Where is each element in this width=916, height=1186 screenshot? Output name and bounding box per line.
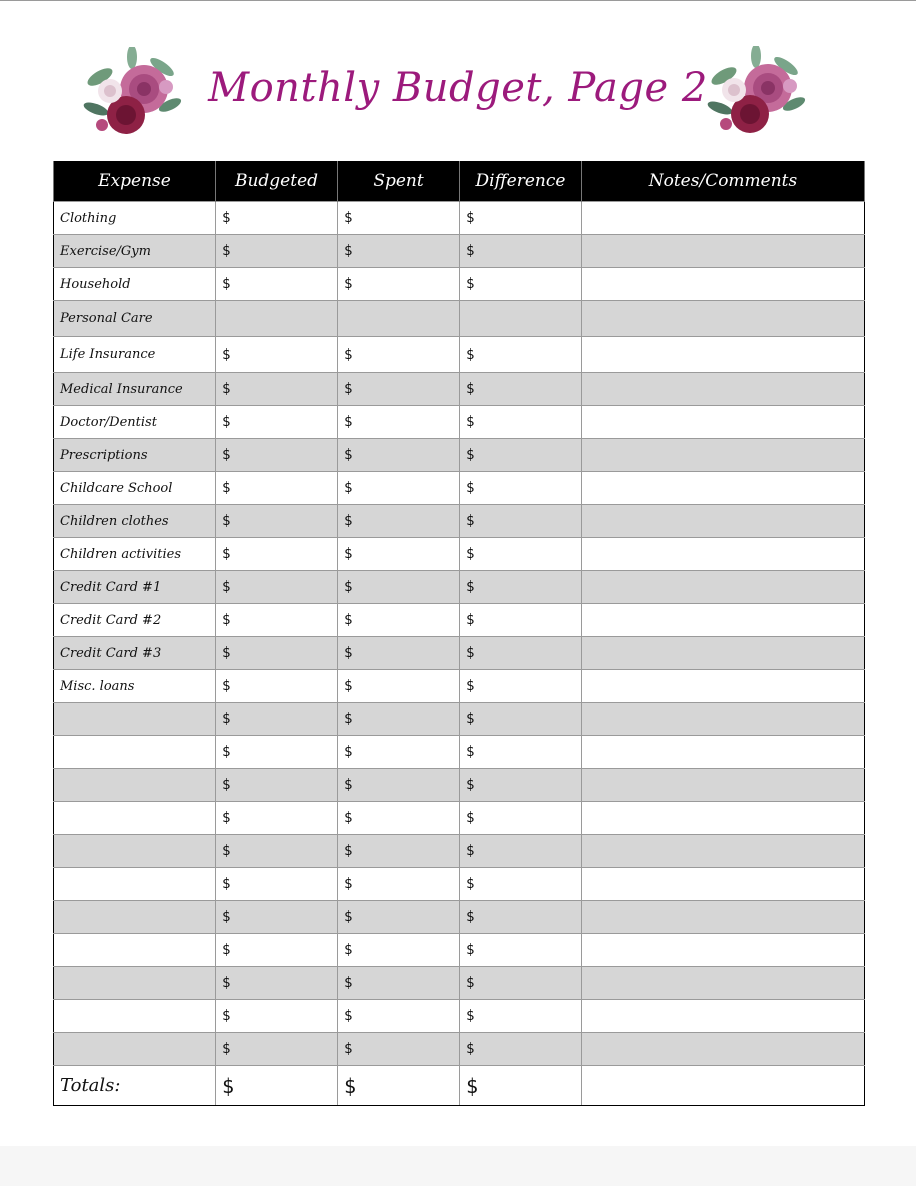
currency-symbol: $ [466,579,475,595]
difference-cell[interactable] [460,571,582,604]
expense-label: Credit Card #3 [54,637,216,670]
currency-symbol: $ [466,711,475,727]
budgeted-cell[interactable] [216,868,338,901]
spent-cell[interactable] [338,1000,460,1033]
difference-cell[interactable] [460,1033,582,1066]
expense-label: Doctor/Dentist [54,406,216,439]
difference-cell[interactable] [460,802,582,835]
difference-cell[interactable] [460,637,582,670]
spent-cell[interactable] [338,802,460,835]
notes-cell[interactable] [582,769,865,802]
expense-label [54,736,216,769]
difference-cell[interactable] [460,1000,582,1033]
currency-symbol: $ [344,843,353,859]
budgeted-cell[interactable] [216,1033,338,1066]
expense-label: Childcare School [54,472,216,505]
budget-table [53,161,865,1106]
notes-cell[interactable] [582,439,865,472]
difference-cell[interactable] [460,736,582,769]
spent-cell[interactable] [338,439,460,472]
expense-label: Misc. loans [54,670,216,703]
table-row [54,703,865,736]
spent-cell[interactable] [338,571,460,604]
expense-label [54,769,216,802]
currency-symbol: $ [344,678,353,694]
currency-symbol: $ [466,942,475,958]
currency-symbol: $ [344,909,353,925]
spent-cell[interactable] [338,268,460,301]
expense-label [54,901,216,934]
expense-label: Children clothes [54,505,216,538]
table-row [54,301,865,337]
notes-cell[interactable] [582,802,865,835]
spent-cell[interactable] [338,235,460,268]
notes-cell[interactable] [582,538,865,571]
table-row [54,967,865,1000]
currency-symbol: $ [344,612,353,628]
currency-symbol: $ [466,513,475,529]
spent-cell[interactable] [338,472,460,505]
currency-symbol: $ [222,1041,231,1057]
currency-symbol: $ [222,975,231,991]
currency-symbol: $ [344,276,353,292]
table-row [54,1033,865,1066]
notes-cell[interactable] [582,505,865,538]
table-row [54,835,865,868]
spent-cell[interactable] [338,670,460,703]
currency-symbol: $ [466,243,475,259]
column-header-expense: Expense [54,161,216,202]
currency-symbol: $ [222,1073,235,1098]
currency-symbol: $ [466,612,475,628]
table-row [54,235,865,268]
spent-cell[interactable] [338,538,460,571]
budgeted-cell[interactable] [216,235,338,268]
spent-cell[interactable] [338,934,460,967]
currency-symbol: $ [222,843,231,859]
column-header-spent: Spent [338,161,460,202]
difference-cell[interactable] [460,235,582,268]
notes-cell[interactable] [582,604,865,637]
currency-symbol: $ [344,975,353,991]
difference-cell[interactable] [460,538,582,571]
currency-symbol: $ [222,414,231,430]
notes-cell[interactable] [582,901,865,934]
expense-label [54,967,216,1000]
currency-symbol: $ [466,975,475,991]
notes-cell[interactable] [582,736,865,769]
budgeted-cell[interactable] [216,769,338,802]
budgeted-cell[interactable] [216,637,338,670]
totals-notes-cell[interactable] [582,1066,865,1106]
budget-table-body [54,202,865,1106]
currency-symbol: $ [222,513,231,529]
notes-cell[interactable] [582,703,865,736]
currency-symbol: $ [222,447,231,463]
table-row [54,802,865,835]
spent-cell[interactable] [338,604,460,637]
currency-symbol: $ [466,777,475,793]
currency-symbol: $ [344,1008,353,1024]
table-row [54,670,865,703]
currency-symbol: $ [222,876,231,892]
table-row [54,769,865,802]
currency-symbol: $ [222,942,231,958]
expense-label [54,1033,216,1066]
currency-symbol: $ [222,711,231,727]
difference-cell[interactable] [460,934,582,967]
notes-cell[interactable] [582,934,865,967]
notes-cell[interactable] [582,235,865,268]
budgeted-cell[interactable] [216,670,338,703]
table-row [54,571,865,604]
expense-label: Life Insurance [54,337,216,373]
notes-cell[interactable] [582,637,865,670]
budgeted-cell[interactable] [216,439,338,472]
difference-cell[interactable] [460,406,582,439]
currency-symbol: $ [466,276,475,292]
table-row [54,337,865,373]
table-row [54,934,865,967]
currency-symbol: $ [344,810,353,826]
notes-cell[interactable] [582,301,865,337]
notes-cell[interactable] [582,868,865,901]
currency-symbol: $ [344,942,353,958]
currency-symbol: $ [466,210,475,226]
expense-label [54,934,216,967]
table-row [54,439,865,472]
currency-symbol: $ [344,1073,357,1098]
spent-cell[interactable] [338,769,460,802]
expense-label [54,835,216,868]
table-row [54,472,865,505]
currency-symbol: $ [466,744,475,760]
currency-symbol: $ [222,480,231,496]
table-row [54,268,865,301]
difference-cell[interactable] [460,769,582,802]
totals-spent-cell[interactable] [338,1066,460,1106]
expense-label [54,1000,216,1033]
currency-symbol: $ [222,612,231,628]
difference-cell[interactable] [460,268,582,301]
difference-cell[interactable] [460,373,582,406]
currency-symbol: $ [222,1008,231,1024]
currency-symbol: $ [466,678,475,694]
spent-cell[interactable] [338,901,460,934]
notes-cell[interactable] [582,202,865,235]
notes-cell[interactable] [582,1000,865,1033]
currency-symbol: $ [344,579,353,595]
currency-symbol: $ [344,414,353,430]
budgeted-cell[interactable] [216,967,338,1000]
column-header-difference: Difference [460,161,582,202]
spent-cell[interactable] [338,703,460,736]
budgeted-cell[interactable] [216,406,338,439]
expense-label [54,703,216,736]
notes-cell[interactable] [582,571,865,604]
expense-label: Credit Card #2 [54,604,216,637]
spent-cell[interactable] [338,1033,460,1066]
currency-symbol: $ [222,645,231,661]
currency-symbol: $ [344,381,353,397]
budgeted-cell[interactable] [216,736,338,769]
table-row [54,505,865,538]
table-row [54,868,865,901]
budgeted-cell[interactable] [216,268,338,301]
spent-cell[interactable] [338,301,460,337]
currency-symbol: $ [466,381,475,397]
currency-symbol: $ [344,645,353,661]
totals-budgeted-cell[interactable] [216,1066,338,1106]
expense-label: Medical Insurance [54,373,216,406]
currency-symbol: $ [466,810,475,826]
totals-difference-cell[interactable] [460,1066,582,1106]
currency-symbol: $ [222,909,231,925]
currency-symbol: $ [222,210,231,226]
expense-label [54,802,216,835]
table-row [54,637,865,670]
currency-symbol: $ [344,513,353,529]
difference-cell[interactable] [460,439,582,472]
currency-symbol: $ [222,744,231,760]
currency-symbol: $ [466,1008,475,1024]
expense-label: Children activities [54,538,216,571]
spent-cell[interactable] [338,505,460,538]
rose-bouquet-icon [80,47,184,139]
currency-symbol: $ [222,546,231,562]
expense-label: Personal Care [54,301,216,337]
budgeted-cell[interactable] [216,472,338,505]
table-row [54,538,865,571]
table-row [54,406,865,439]
currency-symbol: $ [344,744,353,760]
difference-cell[interactable] [460,703,582,736]
notes-cell[interactable] [582,406,865,439]
currency-symbol: $ [466,843,475,859]
spent-cell[interactable] [338,736,460,769]
totals-label: Totals: [54,1066,216,1106]
spent-cell[interactable] [338,637,460,670]
spent-cell[interactable] [338,406,460,439]
budgeted-cell[interactable] [216,604,338,637]
difference-cell[interactable] [460,202,582,235]
budgeted-cell[interactable] [216,505,338,538]
currency-symbol: $ [466,909,475,925]
difference-cell[interactable] [460,670,582,703]
expense-label: Exercise/Gym [54,235,216,268]
currency-symbol: $ [344,346,353,363]
table-header-row [54,161,865,202]
budgeted-cell[interactable] [216,301,338,337]
totals-row [54,1066,865,1106]
table-row [54,604,865,637]
notes-cell[interactable] [582,670,865,703]
currency-symbol: $ [222,579,231,595]
spent-cell[interactable] [338,373,460,406]
table-row [54,1000,865,1033]
spent-cell[interactable] [338,337,460,373]
budgeted-cell[interactable] [216,1000,338,1033]
expense-label: Credit Card #1 [54,571,216,604]
budgeted-cell[interactable] [216,835,338,868]
spent-cell[interactable] [338,835,460,868]
currency-symbol: $ [466,1041,475,1057]
currency-symbol: $ [344,210,353,226]
expense-label: Household [54,268,216,301]
expense-label: Clothing [54,202,216,235]
table-row [54,373,865,406]
currency-symbol: $ [466,876,475,892]
currency-symbol: $ [344,711,353,727]
budgeted-cell[interactable] [216,571,338,604]
currency-symbol: $ [466,645,475,661]
notes-cell[interactable] [582,337,865,373]
budgeted-cell[interactable] [216,703,338,736]
currency-symbol: $ [344,243,353,259]
difference-cell[interactable] [460,472,582,505]
difference-cell[interactable] [460,967,582,1000]
budgeted-cell[interactable] [216,538,338,571]
currency-symbol: $ [222,243,231,259]
currency-symbol: $ [466,480,475,496]
currency-symbol: $ [344,546,353,562]
notes-cell[interactable] [582,268,865,301]
notes-cell[interactable] [582,1033,865,1066]
notes-cell[interactable] [582,472,865,505]
budgeted-cell[interactable] [216,802,338,835]
spent-cell[interactable] [338,967,460,1000]
currency-symbol: $ [466,546,475,562]
currency-symbol: $ [466,346,475,363]
difference-cell[interactable] [460,835,582,868]
budgeted-cell[interactable] [216,373,338,406]
spent-cell[interactable] [338,202,460,235]
difference-cell[interactable] [460,868,582,901]
difference-cell[interactable] [460,505,582,538]
currency-symbol: $ [466,1073,479,1098]
currency-symbol: $ [222,678,231,694]
currency-symbol: $ [222,346,231,363]
currency-symbol: $ [222,777,231,793]
notes-cell[interactable] [582,835,865,868]
currency-symbol: $ [344,480,353,496]
table-row [54,202,865,235]
expense-label [54,868,216,901]
budgeted-cell[interactable] [216,934,338,967]
budgeted-cell[interactable] [216,901,338,934]
spent-cell[interactable] [338,868,460,901]
difference-cell[interactable] [460,604,582,637]
notes-cell[interactable] [582,967,865,1000]
currency-symbol: $ [344,777,353,793]
table-row [54,901,865,934]
column-header-budgeted: Budgeted [216,161,338,202]
currency-symbol: $ [222,381,231,397]
budgeted-cell[interactable] [216,337,338,373]
currency-symbol: $ [344,447,353,463]
notes-cell[interactable] [582,373,865,406]
difference-cell[interactable] [460,901,582,934]
currency-symbol: $ [344,1041,353,1057]
currency-symbol: $ [344,876,353,892]
table-row [54,736,865,769]
currency-symbol: $ [466,447,475,463]
difference-cell[interactable] [460,301,582,337]
rose-bouquet-icon [704,46,808,138]
difference-cell[interactable] [460,337,582,373]
currency-symbol: $ [222,810,231,826]
expense-label: Prescriptions [54,439,216,472]
currency-symbol: $ [466,414,475,430]
page-title: Monthly Budget, Page 2 [208,65,708,111]
column-header-notes: Notes/Comments [582,161,865,202]
budgeted-cell[interactable] [216,202,338,235]
currency-symbol: $ [222,276,231,292]
